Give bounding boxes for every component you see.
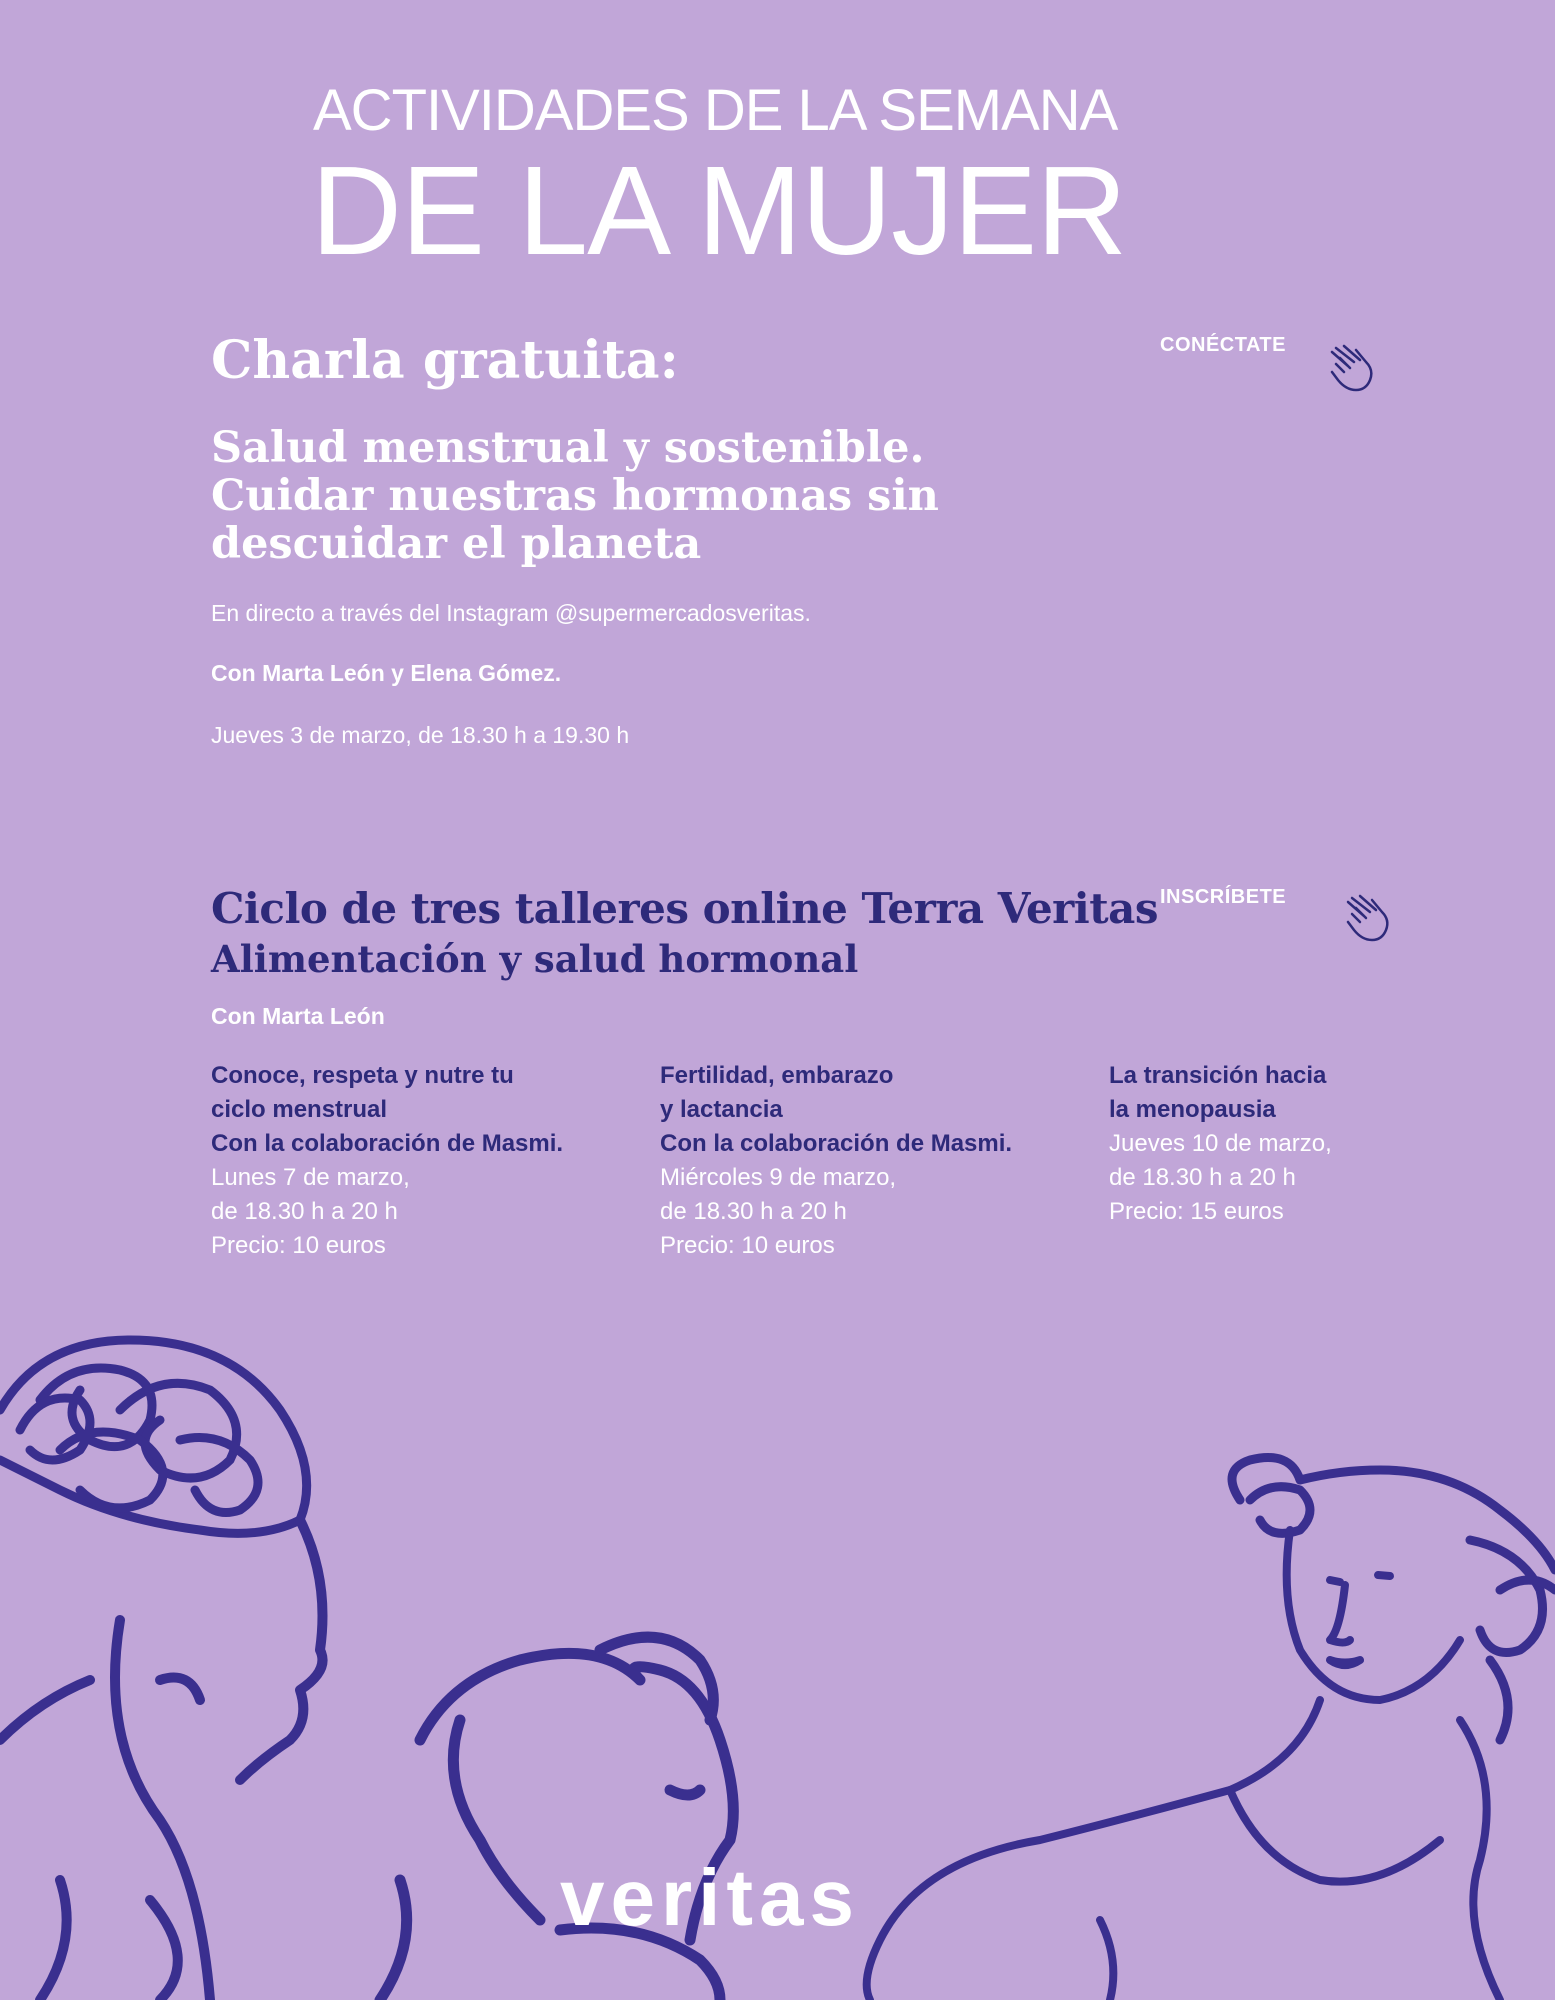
workshop-price: Precio: 10 euros [660, 1232, 835, 1259]
charla-instagram: En directo a través del Instagram @supermercadosveritas. [211, 600, 811, 626]
left-woman-hair [0, 1340, 307, 1533]
pointing-hand-icon[interactable] [1342, 892, 1396, 946]
workshop-date: Lunes 7 de marzo, [211, 1164, 410, 1191]
charla-date: Jueves 3 de marzo, de 18.30 h a 19.30 h [211, 722, 630, 748]
workshop-time: de 18.30 h a 20 h [1109, 1164, 1296, 1191]
workshop-title: La transición hacia [1109, 1062, 1327, 1089]
workshop-price: Precio: 10 euros [211, 1232, 386, 1259]
charla-subtitle: Salud menstrual y sostenible. Cuidar nuestras hormonas sin descuidar el planeta [211, 423, 939, 569]
left-woman-body [0, 1520, 323, 2000]
pointing-hand-icon[interactable] [1326, 342, 1380, 396]
ciclo-subtitle: Alimentación y salud hormonal [211, 937, 859, 981]
workshop-price: Precio: 15 euros [1109, 1198, 1284, 1225]
right-woman-body [867, 1530, 1500, 2000]
workshop-time: de 18.30 h a 20 h [211, 1198, 398, 1225]
workshop-1 [211, 1059, 631, 1263]
workshop-title: Conoce, respeta y nutre tu [211, 1062, 514, 1089]
workshop-title: y lactancia [660, 1096, 783, 1123]
workshop-collab: Con la colaboración de Masmi. [660, 1130, 1013, 1157]
veritas-logo: veritas [560, 1853, 860, 1942]
workshop-3 [1109, 1059, 1529, 1229]
middle-woman [380, 1637, 733, 2000]
header-line-1: ACTIVIDADES DE LA SEMANA [313, 78, 1118, 143]
workshop-title: Fertilidad, embarazo [660, 1062, 894, 1089]
charla-speakers: Con Marta León y Elena Gómez. [211, 660, 562, 686]
charla-title: Charla gratuita: [211, 330, 679, 391]
ciclo-title: Ciclo de tres talleres online Terra Veritas [211, 884, 1159, 933]
register-link[interactable]: INSCRÍBETE [1160, 886, 1287, 908]
connect-link[interactable]: CONÉCTATE [1160, 334, 1286, 356]
workshop-title: la menopausia [1109, 1096, 1276, 1123]
workshop-title: ciclo menstrual [211, 1096, 388, 1123]
workshop-time: de 18.30 h a 20 h [660, 1198, 847, 1225]
header-line-2: DE LA MUJER [311, 140, 1127, 281]
workshop-2 [660, 1059, 1080, 1263]
workshop-date: Jueves 10 de marzo, [1109, 1130, 1332, 1157]
ciclo-speaker: Con Marta León [211, 1003, 385, 1029]
workshop-collab: Con la colaboración de Masmi. [211, 1130, 564, 1157]
workshop-date: Miércoles 9 de marzo, [660, 1164, 897, 1191]
